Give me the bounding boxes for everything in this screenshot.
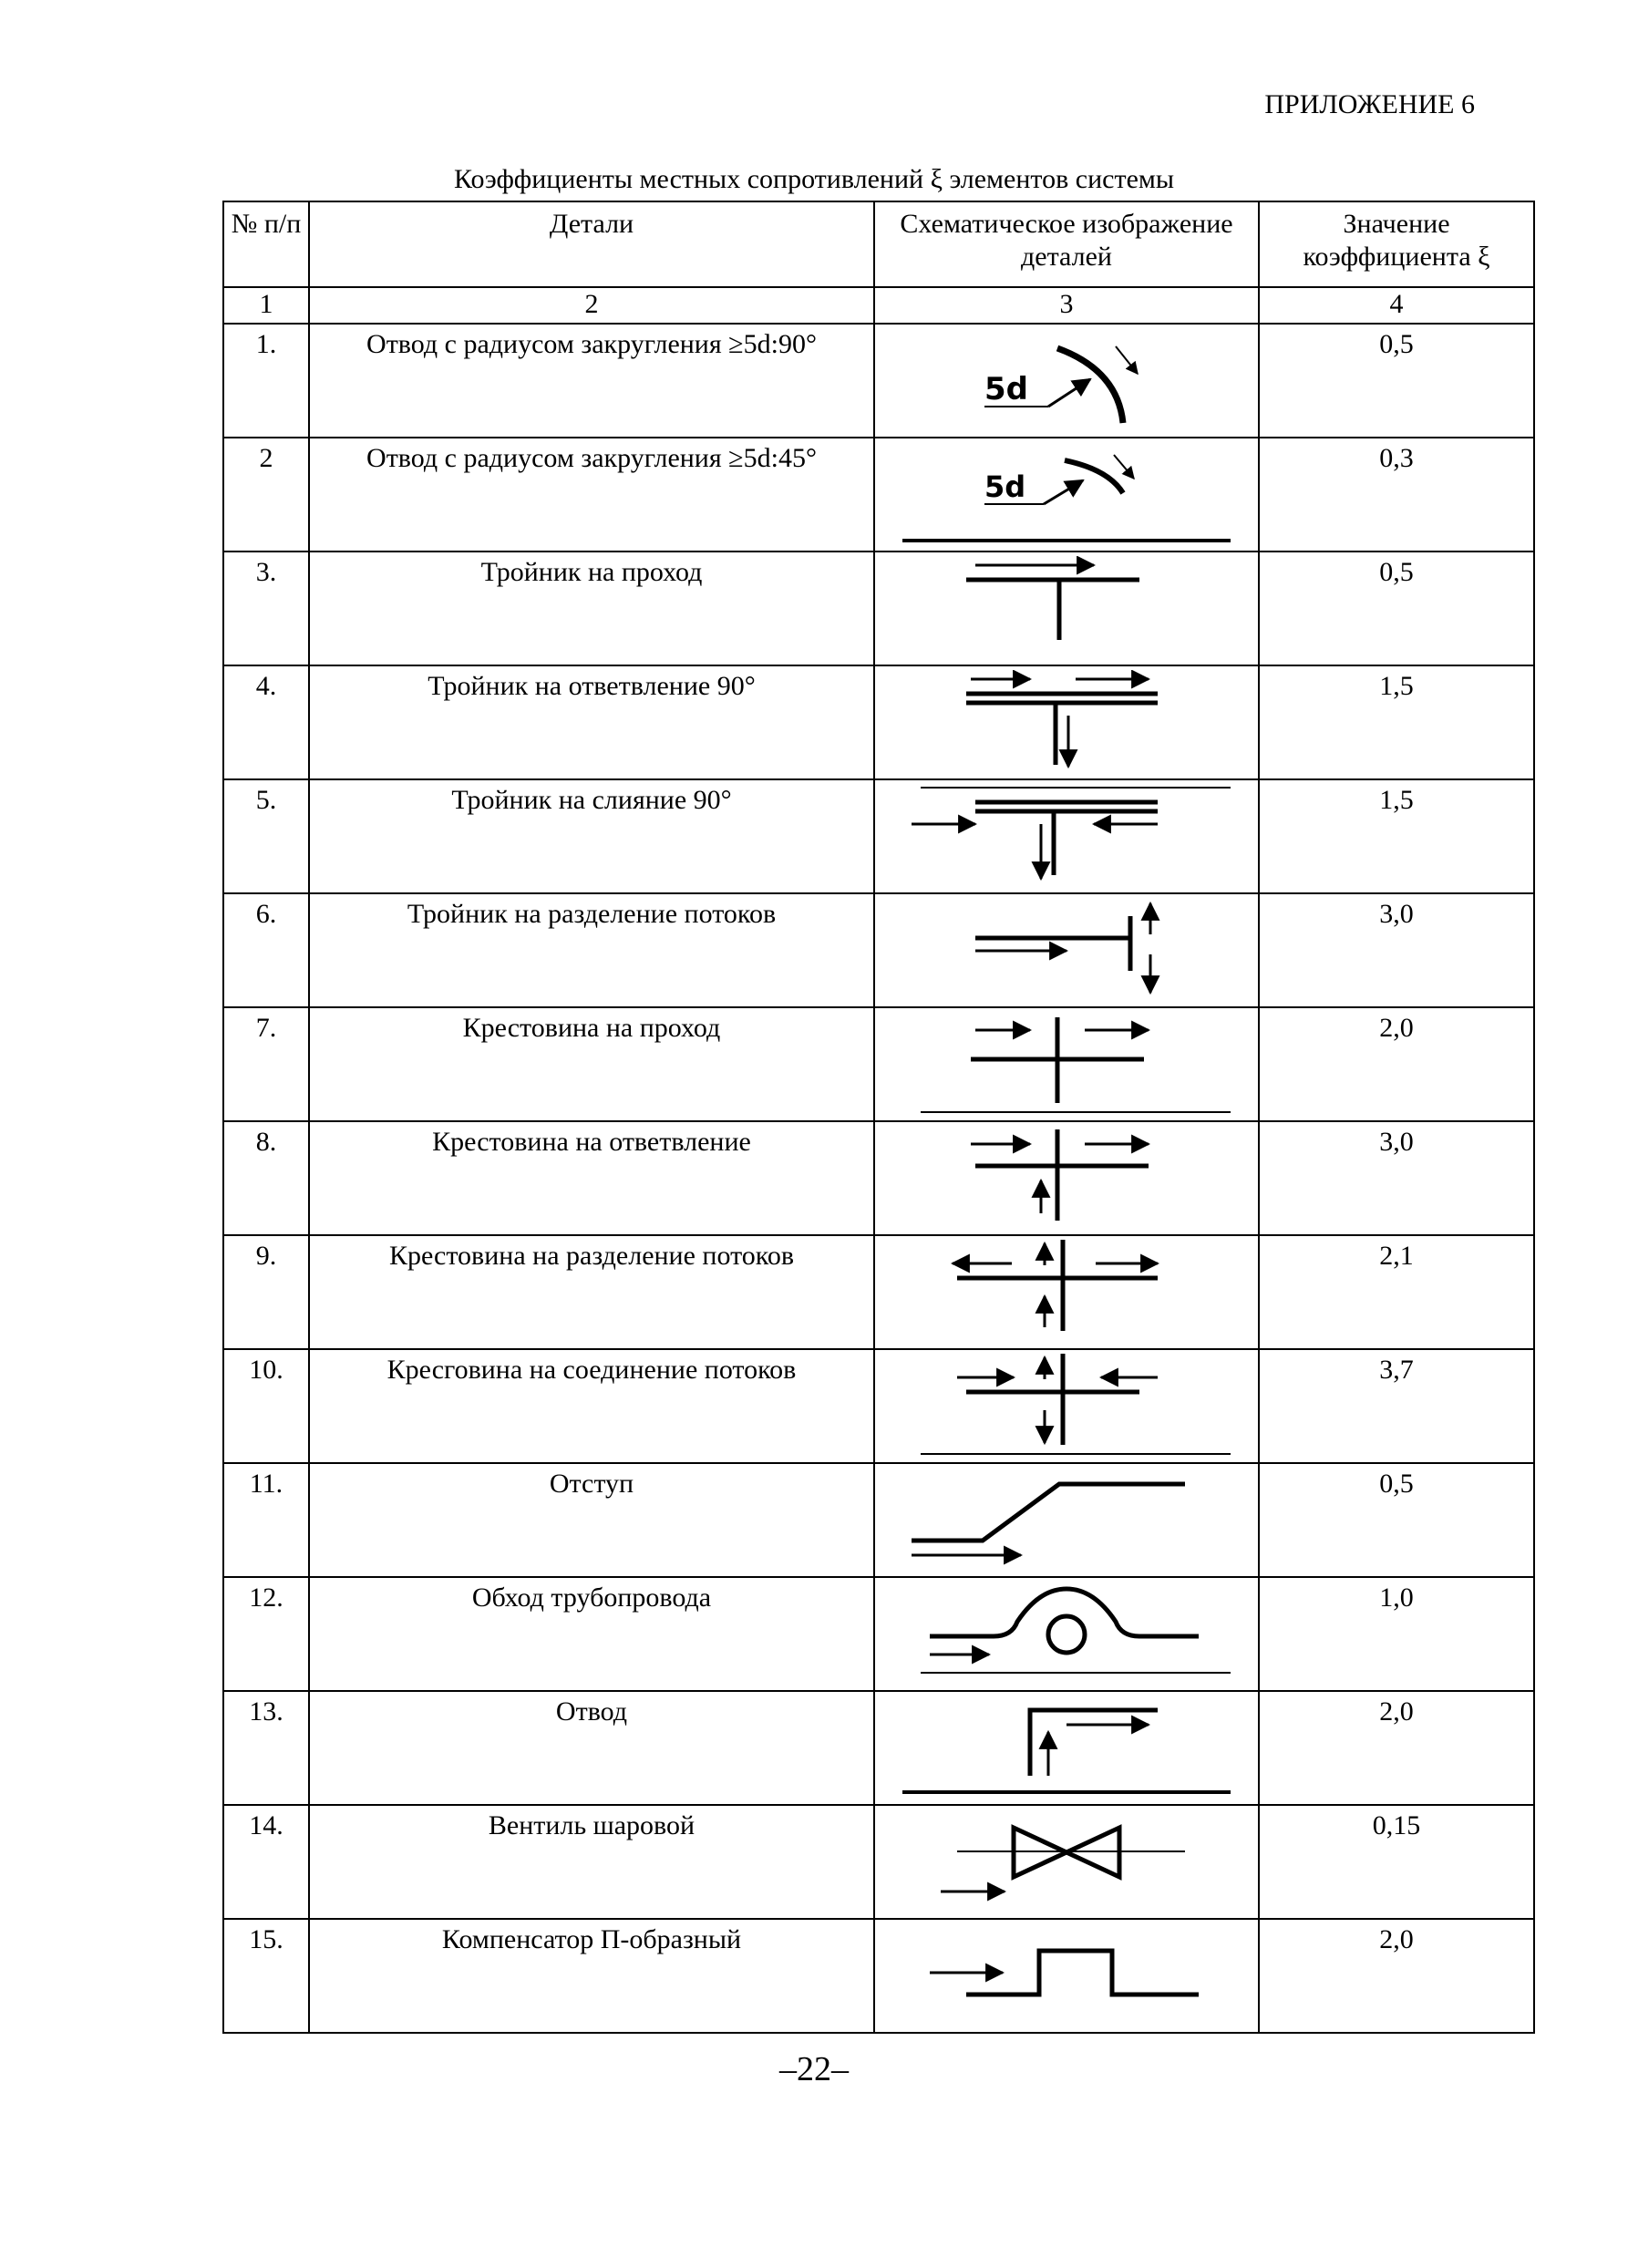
table-row xyxy=(223,1805,1534,1919)
row-coefficient: 0,5 xyxy=(1259,1463,1534,1577)
row-schema xyxy=(874,1805,1259,1919)
row-number: 5. xyxy=(223,779,309,893)
row-schema xyxy=(874,324,1259,438)
table-row xyxy=(223,1349,1534,1463)
tee-merge-schema-icon xyxy=(884,784,1249,886)
row-number: 4. xyxy=(223,665,309,779)
row-detail-name: Вентиль шаровой xyxy=(309,1805,874,1919)
cross-branch-schema-icon xyxy=(884,1126,1249,1228)
row-schema xyxy=(874,1235,1259,1349)
tee-split-schema-icon xyxy=(884,898,1249,1000)
row-number: 15. xyxy=(223,1919,309,2033)
row-number: 3. xyxy=(223,552,309,665)
row-coefficient: 0,15 xyxy=(1259,1805,1534,1919)
table-row xyxy=(223,1121,1534,1235)
row-coefficient: 1,5 xyxy=(1259,665,1534,779)
header-details: Детали xyxy=(309,201,874,287)
row-detail-name: Крестовина на проход xyxy=(309,1007,874,1121)
row-detail-name: Крестовина на разделение потоков xyxy=(309,1235,874,1349)
row-detail-name: Отвод с радиусом закругления ≥5d:45° xyxy=(309,438,874,552)
column-number: 4 xyxy=(1259,287,1534,324)
header-coefficient: Значение коэффициента ξ xyxy=(1259,201,1534,287)
row-number: 13. xyxy=(223,1691,309,1805)
table-row xyxy=(223,1007,1534,1121)
row-schema xyxy=(874,552,1259,665)
row-detail-name: Тройник на разделение потоков xyxy=(309,893,874,1007)
table-caption: Коэффициенты местных сопротивлений ξ элементов системы xyxy=(453,164,1175,194)
row-coefficient: 2,0 xyxy=(1259,1007,1534,1121)
header-schema: Схематическое изображение деталей xyxy=(874,201,1259,287)
row-detail-name: Тройник на проход xyxy=(309,552,874,665)
row-number: 7. xyxy=(223,1007,309,1121)
cross-pass-schema-icon xyxy=(884,1012,1249,1114)
row-schema xyxy=(874,1577,1259,1691)
elbow-schema-icon xyxy=(884,1696,1249,1798)
column-number: 1 xyxy=(223,287,309,324)
table-row xyxy=(223,779,1534,893)
cross-merge-schema-icon xyxy=(884,1354,1249,1456)
pipe-bypass-schema-icon xyxy=(884,1582,1249,1684)
row-coefficient: 3,0 xyxy=(1259,1121,1534,1235)
row-coefficient: 0,3 xyxy=(1259,438,1534,552)
table-row xyxy=(223,1235,1534,1349)
row-detail-name: Отвод xyxy=(309,1691,874,1805)
row-schema xyxy=(874,1691,1259,1805)
row-number: 1. xyxy=(223,324,309,438)
row-schema xyxy=(874,1919,1259,2033)
row-coefficient: 3,0 xyxy=(1259,893,1534,1007)
bend-90-schema-icon xyxy=(884,328,1249,430)
tee-branch-schema-icon xyxy=(884,670,1249,772)
row-number: 2 xyxy=(223,438,309,552)
row-schema xyxy=(874,1349,1259,1463)
row-detail-name: Компенсатор П-образный xyxy=(309,1919,874,2033)
table-row xyxy=(223,1919,1534,2033)
row-schema xyxy=(874,438,1259,552)
row-coefficient: 2,0 xyxy=(1259,1919,1534,2033)
row-schema xyxy=(874,665,1259,779)
column-number: 2 xyxy=(309,287,874,324)
page-number: –22– xyxy=(779,2050,849,2088)
table-row xyxy=(223,324,1534,438)
row-schema xyxy=(874,1121,1259,1235)
row-detail-name: Тройник на ответвление 90° xyxy=(309,665,874,779)
table-row xyxy=(223,552,1534,665)
radius-label: 5d xyxy=(984,469,1026,504)
row-detail-name: Тройник на слияние 90° xyxy=(309,779,874,893)
row-number: 9. xyxy=(223,1235,309,1349)
table-row xyxy=(223,893,1534,1007)
table-row xyxy=(223,438,1534,552)
header-number: № п/п xyxy=(223,201,309,287)
appendix-label: ПРИЛОЖЕНИЕ 6 xyxy=(1264,89,1475,119)
row-schema xyxy=(874,1463,1259,1577)
resistance-table xyxy=(222,201,1535,2034)
row-number: 14. xyxy=(223,1805,309,1919)
tee-pass-schema-icon xyxy=(884,556,1249,658)
table-row xyxy=(223,1577,1534,1691)
row-coefficient: 0,5 xyxy=(1259,552,1534,665)
cross-split-schema-icon xyxy=(884,1240,1249,1342)
row-coefficient: 3,7 xyxy=(1259,1349,1534,1463)
bend-45-schema-icon xyxy=(884,442,1249,544)
column-number: 3 xyxy=(874,287,1259,324)
table-row xyxy=(223,1691,1534,1805)
ball-valve-schema-icon xyxy=(884,1809,1249,1912)
row-schema xyxy=(874,893,1259,1007)
row-detail-name: Обход трубопровода xyxy=(309,1577,874,1691)
u-compensator-schema-icon xyxy=(884,1923,1249,2026)
table-header-row xyxy=(223,201,1534,287)
row-detail-name: Отвод с радиусом закругления ≥5d:90° xyxy=(309,324,874,438)
row-coefficient: 2,0 xyxy=(1259,1691,1534,1805)
row-number: 12. xyxy=(223,1577,309,1691)
column-number-row xyxy=(223,287,1534,324)
row-number: 11. xyxy=(223,1463,309,1577)
row-detail-name: Отступ xyxy=(309,1463,874,1577)
row-number: 8. xyxy=(223,1121,309,1235)
row-schema xyxy=(874,1007,1259,1121)
offset-schema-icon xyxy=(884,1468,1249,1570)
row-schema xyxy=(874,779,1259,893)
row-number: 10. xyxy=(223,1349,309,1463)
radius-label: 5d xyxy=(984,371,1028,407)
table-row xyxy=(223,1463,1534,1577)
row-coefficient: 1,0 xyxy=(1259,1577,1534,1691)
row-coefficient: 2,1 xyxy=(1259,1235,1534,1349)
table-row xyxy=(223,665,1534,779)
row-detail-name: Крестовина на ответвление xyxy=(309,1121,874,1235)
row-detail-name: Кресговина на соединение потоков xyxy=(309,1349,874,1463)
row-coefficient: 0,5 xyxy=(1259,324,1534,438)
row-number: 6. xyxy=(223,893,309,1007)
row-coefficient: 1,5 xyxy=(1259,779,1534,893)
